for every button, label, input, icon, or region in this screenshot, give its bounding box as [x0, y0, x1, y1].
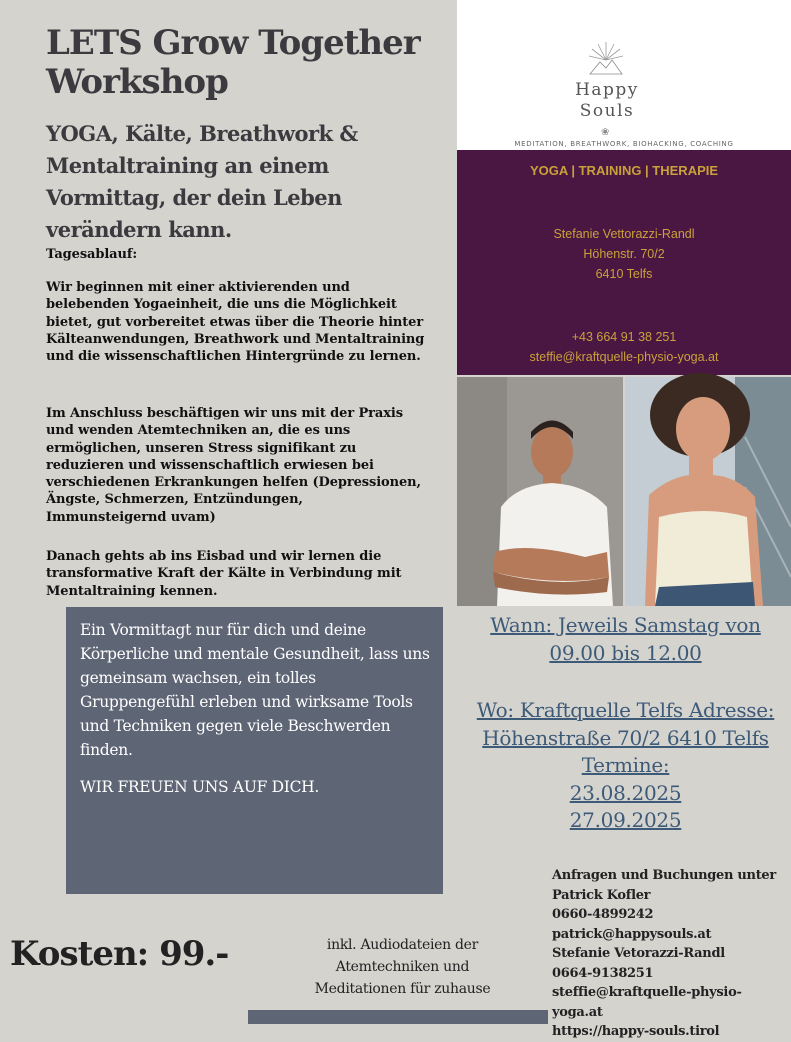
logo-word-souls: Souls: [579, 101, 635, 121]
booking-email[interactable]: patrick@happysouls.at: [552, 926, 712, 942]
booking-phone[interactable]: 0664-9138251: [552, 965, 654, 981]
workshop-title: LETS Grow Together Workshop: [46, 23, 420, 102]
booking-website[interactable]: https://happy-souls.tirol: [552, 1024, 720, 1039]
booking-heading: Anfragen und Buchungen unter: [552, 868, 776, 883]
agenda-paragraph: Wir beginnen mit einer aktivierenden und belebenden Yogaeinheit, die uns die Möglichkeit bietet, gut vorbereitet etwas über die Theorie hinter Kälteanwendungen, Breathwork und Mentaltraining und die wissenschaftlichen Hintergründe zu lernen.: [46, 280, 425, 365]
price-label: Kosten: 99.-: [10, 934, 229, 974]
logo-panel: [457, 0, 791, 150]
schedule-where: [460, 697, 791, 835]
bottom-bar: [248, 1010, 548, 1024]
logo-wordmark: [557, 80, 657, 122]
workshop-subtitle: YOGA, Kälte, Breathwork & Mentaltraining an einem Vormittag, der dein Leben verändern kann.: [46, 121, 358, 242]
panel-tagline: YOGA | TRAINING | THERAPIE: [529, 163, 719, 178]
booking-email[interactable]: steffie@kraftquelle-physio-yoga.at: [552, 985, 742, 1020]
instructor-photo-man: [457, 377, 623, 606]
schedule-date: 27.09.2025: [569, 808, 682, 832]
contact-email[interactable]: steffie@kraftquelle-physio-yoga.at: [529, 350, 719, 364]
invitation-cta: WIR FREUEN UNS AUF DICH.: [80, 778, 320, 796]
contact-city: 6410 Telfs: [595, 267, 653, 281]
schedule-when: Wann: Jeweils Samstag von 09.00 bis 12.00: [490, 613, 761, 665]
logo-tagline: MEDITATION, BREATHWORK, BIOHACKING, COACHING: [514, 140, 734, 148]
schedule-location: Wo: Kraftquelle Telfs Adresse: Höhenstraße 70/2 6410 Telfs: [476, 698, 775, 750]
agenda-paragraph: Im Anschluss beschäftigen wir uns mit der Praxis und wenden Atemtechniken an, die es uns ermöglichen, unseren Stress signifikant zu reduzieren und wissenschaftlich erwiesen bei verschiedenen Erkrankungen helfen (Depressionen, Ängste, Schmerzen, Entzündungen, Immunsteigernd uvam): [46, 406, 421, 525]
booking-contact-name: Patrick Kofler: [552, 887, 651, 903]
woman-illustration: [625, 377, 791, 606]
contact-name: Stefanie Vettorazzi-Randl: [553, 227, 695, 241]
includes-note: inkl. Audiodateien der Atemtechniken und Meditationen für zuhause: [314, 937, 491, 997]
lotus-icon: ❀: [601, 127, 610, 138]
instructor-photo-woman: [625, 377, 791, 606]
schedule-date: 23.08.2025: [569, 780, 682, 805]
man-illustration: [457, 377, 623, 606]
contact-street: Höhenstr. 70/2: [583, 247, 665, 261]
agenda-paragraph: Danach gehts ab ins Eisbad und wir lernen die transformative Kraft der Kälte in Verbindung mit Mentaltraining kennen.: [46, 549, 402, 599]
sun-mountain-icon: [588, 40, 624, 78]
booking-phone[interactable]: 0660-4899242: [552, 907, 654, 922]
agenda-heading: Tagesablauf:: [46, 247, 138, 262]
invitation-text: Ein Vormittagt nur für dich und deine Körperliche und mentale Gesundheit, lass uns gemeinsam wachsen, ein tolles Gruppengefühl erleben und wirksame Tools und Techniken gegen viele Beschwerden finden.: [80, 621, 430, 759]
logo-word-happy: Happy: [575, 80, 639, 100]
booking-contact: [552, 866, 787, 1042]
contact-phone[interactable]: +43 664 91 38 251: [571, 330, 677, 344]
booking-contact-name: Stefanie Vetorazzi-Randl: [552, 946, 725, 961]
schedule-dates-label: Termine:: [581, 753, 670, 777]
